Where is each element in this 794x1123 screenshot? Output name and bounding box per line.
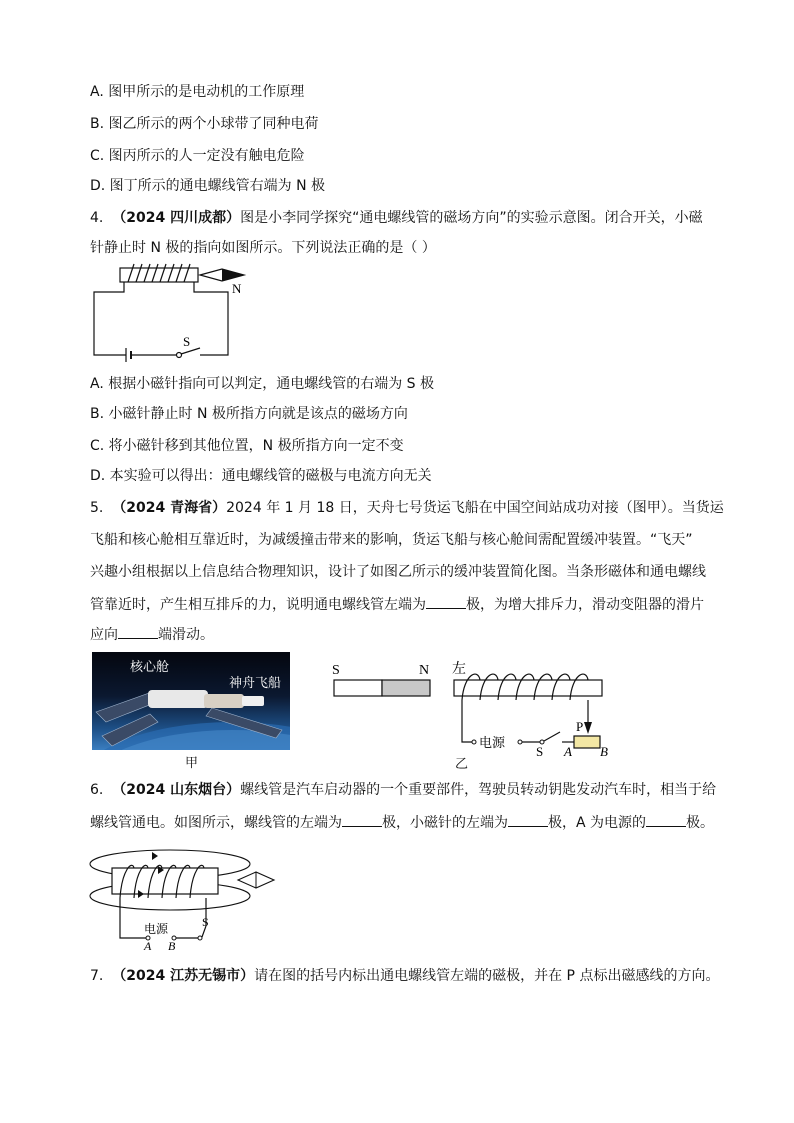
q6-source: （2024 山东烟台）	[112, 782, 241, 798]
q3-option-c: C. 图丙所示的人一定没有触电危险	[90, 148, 305, 164]
q5-text4b: 极，为增大排斥力，滑动变阻器的滑片	[466, 597, 704, 613]
photo-label-core-module: 核心舱	[130, 660, 170, 675]
q6-answer-blank-3[interactable]	[646, 812, 686, 827]
q4-stem-line1	[90, 208, 703, 228]
q5-stem-line3: 兴趣小组根据以上信息结合物理知识，设计了如图乙所示的缓冲装置简化图。当条形磁体和通电螺线	[90, 564, 706, 580]
q5-text4a: 管靠近时，产生相互排斥的力，说明通电螺线管左端为	[90, 597, 426, 613]
switch-label: S	[536, 744, 544, 759]
end-b-label: B	[168, 939, 176, 950]
q4-source: （2024 四川成都）	[112, 210, 241, 226]
q6-text2d: 极。	[686, 815, 715, 831]
field-arrow-1	[152, 852, 158, 860]
q5-stem-line1	[90, 498, 724, 518]
power-label: 电源	[479, 735, 506, 750]
sliding-rheostat	[574, 736, 600, 748]
q5-stem-line2: 飞船和核心舱相互靠近时，为减缓撞击带来的影响，货运飞船与核心舱间需配置缓冲装置。“飞天”	[90, 532, 693, 548]
q3-option-a: A. 图甲所示的是电动机的工作原理	[90, 84, 305, 100]
q3-option-b: B. 图乙所示的两个小球带了同种电荷	[90, 116, 319, 132]
solenoid-core	[454, 680, 602, 696]
q4-option-a: A. 根据小磁针指向可以判定，通电螺线管的右端为 S 极	[90, 376, 435, 392]
q4-option-d: D. 本实验可以得出：通电螺线管的磁极与电流方向无关	[90, 468, 432, 484]
q5-stem-line5	[90, 624, 214, 645]
figure-a-caption: 甲	[185, 756, 199, 771]
compass-needle	[200, 269, 244, 281]
q7-number: 7.	[90, 968, 104, 984]
q6-text1: 螺线管是汽车启动器的一个重要部件，驾驶员转动钥匙发动汽车时，相当于给	[240, 782, 717, 798]
q6-answer-blank-2[interactable]	[508, 812, 548, 827]
q7-source: （2024 江苏无锡市）	[112, 968, 255, 984]
space-station-photo	[92, 652, 290, 750]
switch-lever	[544, 732, 560, 741]
needle-n-label: N	[232, 281, 242, 296]
q6-solenoid-figure	[88, 840, 288, 950]
figure-b-caption: 乙	[455, 757, 469, 772]
circuit-wire-right	[194, 282, 228, 355]
end-b-label: B	[600, 744, 608, 759]
q5-buffer-device-figure	[328, 656, 618, 771]
q5-source: （2024 青海省）	[112, 500, 227, 516]
q4-number: 4.	[90, 210, 104, 226]
photo-label-spaceship: 神舟飞船	[229, 676, 282, 691]
circuit-wire-left	[94, 282, 126, 355]
slider-arrow	[584, 722, 592, 734]
q6-answer-blank-1[interactable]	[342, 812, 382, 827]
q6-text2a: 螺线管通电。如图所示，螺线管的左端为	[90, 815, 342, 831]
slider-p-label: P	[576, 719, 584, 734]
bar-magnet-n-half	[382, 680, 430, 696]
q4-option-b: B. 小磁针静止时 N 极所指方向就是该点的磁场方向	[90, 406, 408, 422]
q7-stem-line1	[90, 966, 719, 986]
q5-answer-blank-1[interactable]	[426, 594, 466, 609]
q5-number: 5.	[90, 500, 104, 516]
q4-option-c: C. 将小磁针移到其他位置，N 极所指方向一定不变	[90, 438, 404, 454]
left-label: 左	[452, 662, 466, 677]
q4-stem-line2: 针静止时 N 极的指向如图所示。下列说法正确的是（ ）	[90, 240, 436, 256]
end-a-label: A	[144, 939, 152, 950]
end-a-label: A	[564, 744, 572, 759]
q7-text1: 请在图的括号内标出通电螺线管左端的磁极，并在 P 点标出磁感线的方向。	[254, 968, 720, 984]
switch-label: S	[202, 915, 209, 929]
power-label: 电源	[144, 922, 169, 936]
magnet-n-label: N	[419, 663, 430, 678]
q6-stem-line1	[90, 780, 716, 800]
q6-text2b: 极，小磁针的左端为	[382, 815, 508, 831]
q5-text5a: 应向	[90, 627, 118, 643]
q4-solenoid-figure	[88, 262, 258, 364]
bar-magnet-s-half	[334, 680, 382, 696]
q3-option-d: D. 图丁所示的通电螺线管右端为 N 极	[90, 178, 326, 194]
switch-contact	[177, 353, 182, 358]
q6-stem-line2	[90, 812, 714, 833]
q5-stem-line4	[90, 594, 704, 615]
switch-label: S	[183, 334, 191, 349]
q4-text1: 图是小李同学探究“通电螺线管的磁场方向”的实验示意图。闭合开关，小磁	[240, 210, 703, 226]
q6-text2c: 极，A 为电源的	[548, 815, 647, 831]
q6-number: 6.	[90, 782, 104, 798]
magnet-s-label: S	[332, 663, 340, 678]
space-station-illustration	[92, 652, 290, 750]
q5-text1: 2024 年 1 月 18 日，天舟七号货运飞船在中国空间站成功对接（图甲）。当货运	[226, 500, 724, 516]
q5-answer-blank-2[interactable]	[118, 624, 158, 639]
q5-text5b: 端滑动。	[158, 627, 214, 643]
